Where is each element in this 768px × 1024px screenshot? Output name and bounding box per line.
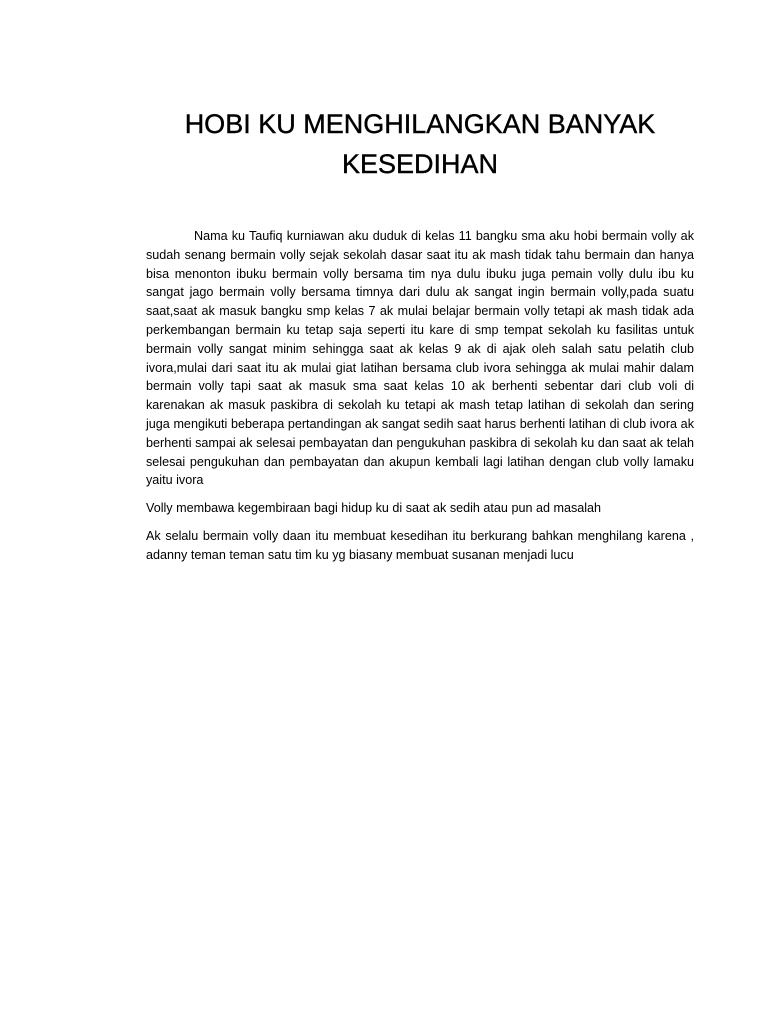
paragraph-3: Ak selalu bermain volly daan itu membuat kesedihan itu berkurang bahkan menghilang karena , adanny teman teman satu tim ku yg biasany membuat susanan menjadi lucu bbox=[146, 528, 694, 562]
document-title: HOBI KU MENGHILANGKAN BANYAK KESEDIHAN bbox=[184, 109, 656, 179]
paragraph-1: Nama ku Taufiq kurniawan aku duduk di kelas 11 bangku sma aku hobi bermain volly ak sudah senang bermain volly sejak sekolah dasar saat itu ak mash tidak tahu bermain dan hanya bisa menonton ibuku bermain volly bersama tim nya dulu ibuku juga pemain volly dulu ibu ku sangat jago bermain volly bersama timnya dari dulu ak sangat ingin bermain volly,pada suatu saat,saat ak masuk bangku smp kelas 7 ak mulai belajar bermain volly tetapi ak mash tidak ada perkembangan bermain ku tetap saja seperti itu kare di smp tempat sekolah ku fasilitas untuk bermain volly sangat minim sehingga saat ak kelas 9 ak di ajak oleh salah satu pelatih club ivora,mulai dari saat itu ak mulai giat latihan bersama club ivora sehingga ak mulai mahir dalam bermain volly tapi saat ak masuk sma saat kelas 10 ak berhenti sebentar dari club voli di karenakan ak masuk paskibra di sekolah ku tetapi ak mash tetap latihan di sekolah dan sering juga mengikuti beberapa pertandingan ak sangat sedih saat harus berhenti latihan di club ivora ak berhenti sampai ak selesai pembayatan dan pengukuhan paskibra di sekolah ku dan saat ak telah selesai pengukuhan dan pembayatan dan akupun kembali lagi latihan dengan club volly lamaku yaitu ivora bbox=[146, 229, 694, 488]
paragraph-2: Volly membawa kegembiraan bagi hidup ku di saat ak sedih atau pun ad masalah bbox=[146, 501, 602, 516]
document-body bbox=[146, 227, 694, 574]
